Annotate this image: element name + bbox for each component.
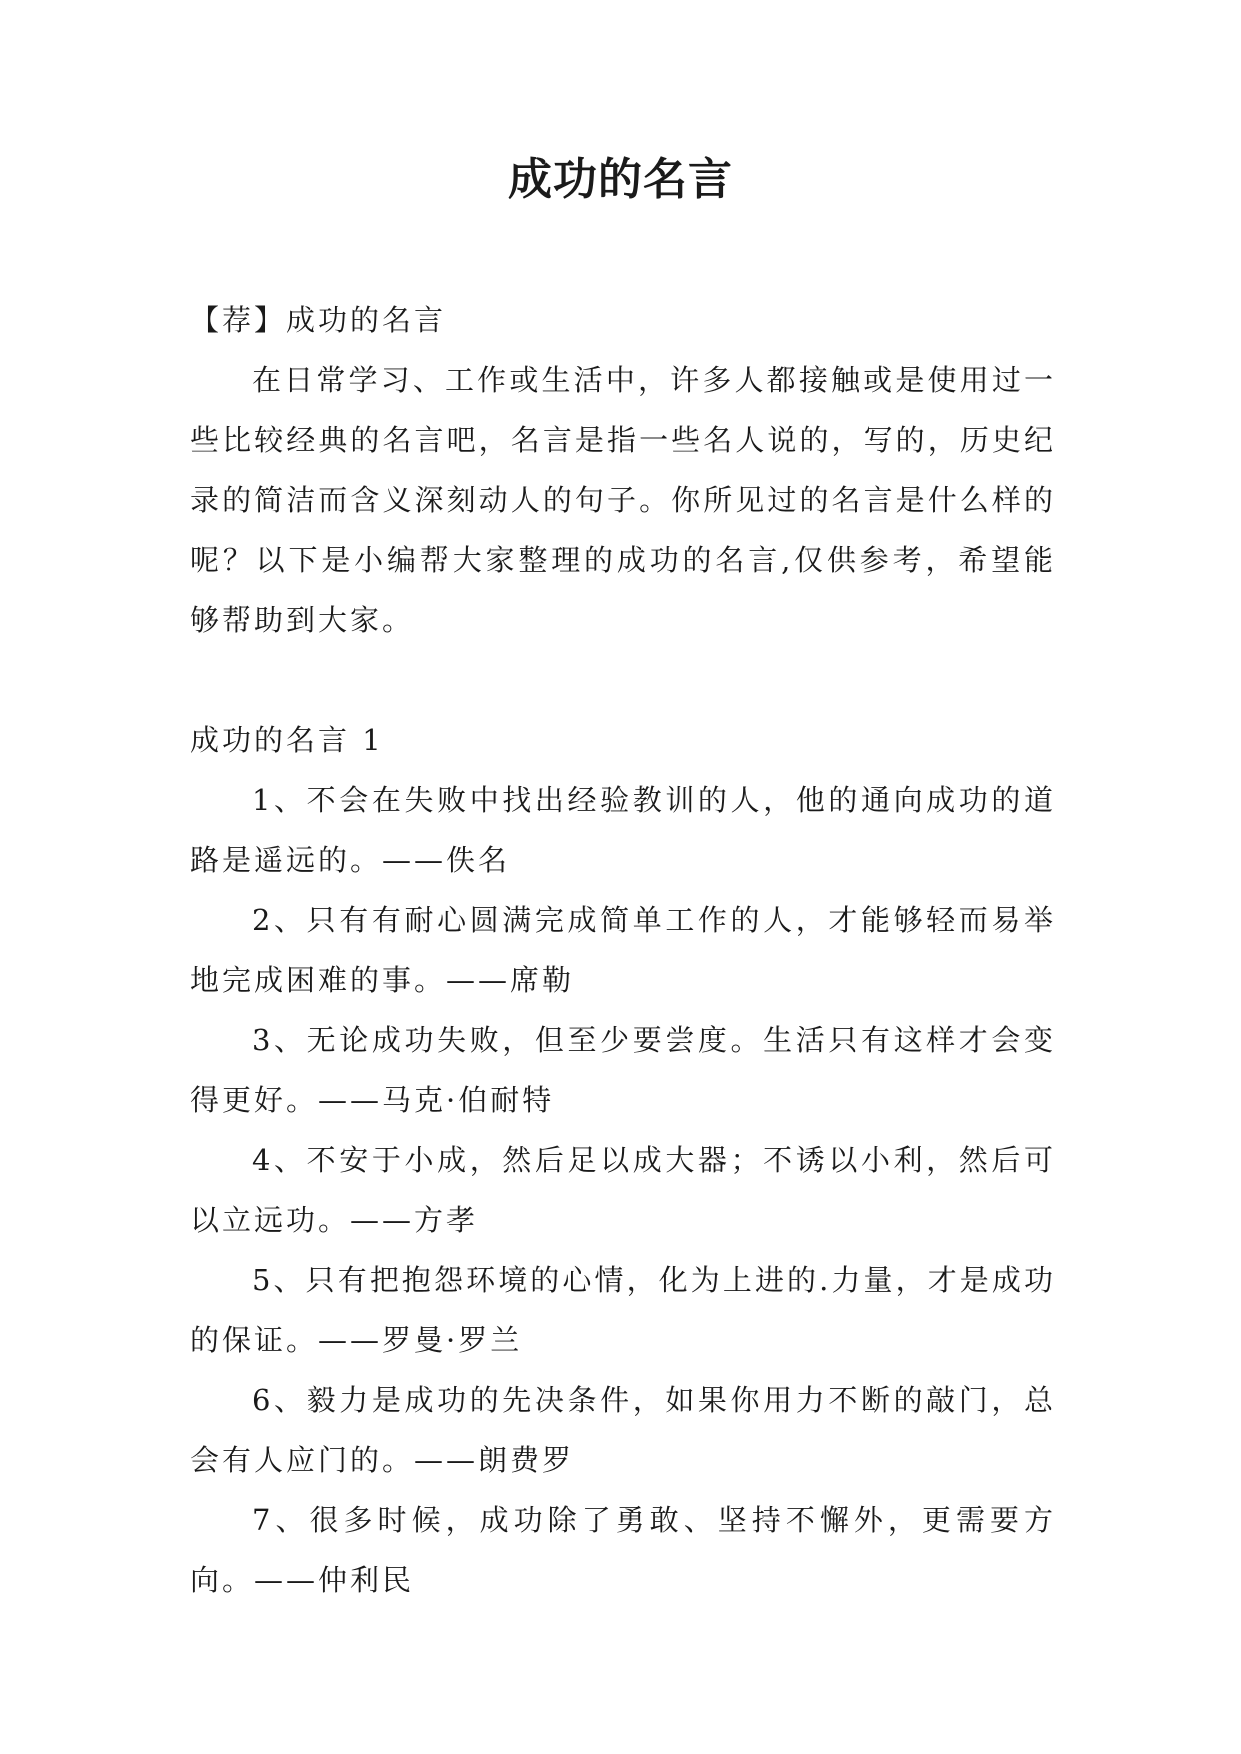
quote-text: 3、无论成功失败，但至少要尝度。生活只有这样才会变得更好。: [190, 1023, 1056, 1117]
quote-author: ——仲利民: [254, 1563, 415, 1597]
quote-text: 7、很多时候，成功除了勇敢、坚持不懈外，更需要方向。: [190, 1503, 1056, 1597]
quote-item: [190, 1130, 1056, 1250]
quote-text: 4、不安于小成，然后足以成大器；不诱以小利，然后可以立远功。: [190, 1143, 1056, 1237]
intro-paragraph: 在日常学习、工作或生活中，许多人都接触或是使用过一些比较经典的名言吧，名言是指一些名人说的，写的，历史纪录的简洁而含义深刻动人的句子。你所见过的名言是什么样的呢？以下是小编帮大家整理的成功的名言,仅供参考，希望能够帮助到大家。: [190, 363, 1056, 637]
document-title: 成功的名言: [508, 154, 733, 205]
quote-text: 6、毅力是成功的先决条件，如果你用力不断的敲门，总会有人应门的。: [190, 1383, 1056, 1477]
quote-text: 1、不会在失败中找出经验教训的人，他的通向成功的道路是遥远的。: [190, 783, 1056, 877]
quote-author: ——罗曼·罗兰: [318, 1323, 523, 1357]
quote-author: ——方孝: [350, 1203, 479, 1237]
quote-item: [190, 1010, 1056, 1130]
quote-item: [190, 1490, 1056, 1610]
quote-item: [190, 770, 1056, 890]
quote-author: ——马克·伯耐特: [318, 1083, 555, 1117]
quote-author: ——朗费罗: [414, 1443, 575, 1477]
quote-author: ——席勒: [446, 963, 575, 997]
quote-item: [190, 1370, 1056, 1490]
section-title: 成功的名言 1: [190, 723, 384, 757]
document-body: [190, 290, 1056, 1610]
section-spacer: [190, 650, 1056, 710]
quote-item: [190, 890, 1056, 1010]
quote-author: ——佚名: [382, 843, 511, 877]
quote-text: 2、只有有耐心圆满完成简单工作的人，才能够轻而易举地完成困难的事。: [190, 903, 1056, 997]
quote-text: 5、只有把抱怨环境的心情，化为上进的.力量，才是成功的保证。: [190, 1263, 1056, 1357]
article-heading: 【荐】成功的名言: [190, 303, 447, 337]
quote-item: [190, 1250, 1056, 1370]
